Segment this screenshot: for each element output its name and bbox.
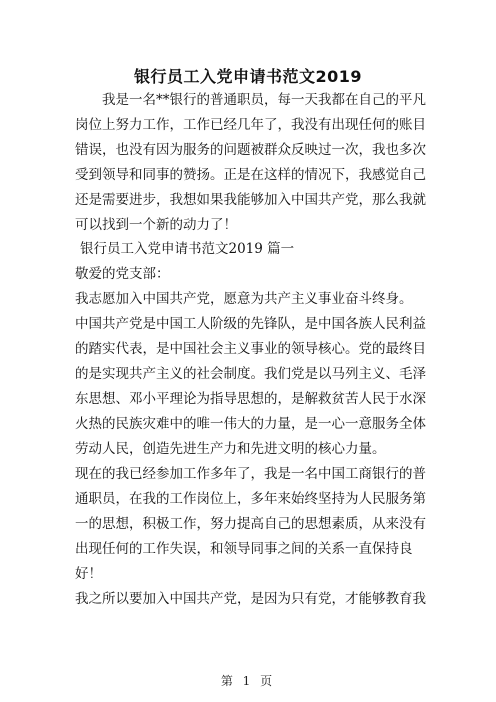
text-line: 一的思想，积极工作，努力提高自己的思想素质，从来没有 bbox=[75, 516, 426, 532]
text-line: 我志愿加入中国共产党，愿意为共产主义事业奋斗终身。 bbox=[75, 291, 413, 307]
text-line: 我是一名**银行的普通职员，每一天我都在自己的平凡 bbox=[102, 92, 426, 108]
text-line: 出现任何的工作失误，和领导同事之间的关系一直保持良 bbox=[75, 541, 413, 557]
text-line: 现在的我已经参加工作多年了，我是一名中国工商银行的普 bbox=[75, 466, 426, 482]
section-subtitle: 银行员工入党申请书范文2019 篇一 bbox=[80, 241, 295, 257]
text-line: 通职员，在我的工作岗位上，多年来始终坚持为人民服务第 bbox=[75, 491, 426, 507]
text-line: 火热的民族灾难中的唯一伟大的力量，是一心一意服务全体 bbox=[75, 416, 426, 432]
text-line: 中国共产党是中国工人阶级的先锋队，是中国各族人民利益 bbox=[75, 316, 426, 332]
text-line: 还是需要进步，我想如果我能够加入中国共产党，那么我就 bbox=[75, 192, 426, 208]
text-line: 受到领导和同事的赞扬。正是在这样的情况下，我感觉自己 bbox=[75, 167, 426, 183]
intro-paragraph bbox=[75, 88, 435, 238]
document-title: 银行员工入党申请书范文2019 bbox=[133, 67, 363, 86]
body-text bbox=[75, 262, 435, 612]
salutation: 敬爱的党支部： bbox=[75, 266, 170, 282]
text-line: 的是实现共产主义的社会制度。我们党是以马列主义、毛泽 bbox=[75, 366, 426, 382]
text-line: 的踏实代表，是中国社会主义事业的领导核心。党的最终目 bbox=[75, 341, 426, 357]
text-line: 可以找到一个新的动力了！ bbox=[75, 217, 237, 233]
text-line: 劳动人民，创造先进生产力和先进文明的核心力量。 bbox=[75, 441, 386, 457]
text-line: 错误，也没有因为服务的问题被群众反映过一次，我也多次 bbox=[75, 142, 426, 158]
text-line: 东思想、邓小平理论为指导思想的，是解救贫苦人民于水深 bbox=[75, 391, 426, 407]
page-number: 第 1 页 bbox=[220, 674, 276, 688]
text-line: 我之所以要加入中国共产党，是因为只有党，才能够教育我 bbox=[75, 591, 426, 607]
text-line: 好！ bbox=[75, 566, 102, 582]
text-line: 岗位上努力工作，工作已经几年了，我没有出现任何的账目 bbox=[75, 117, 426, 133]
